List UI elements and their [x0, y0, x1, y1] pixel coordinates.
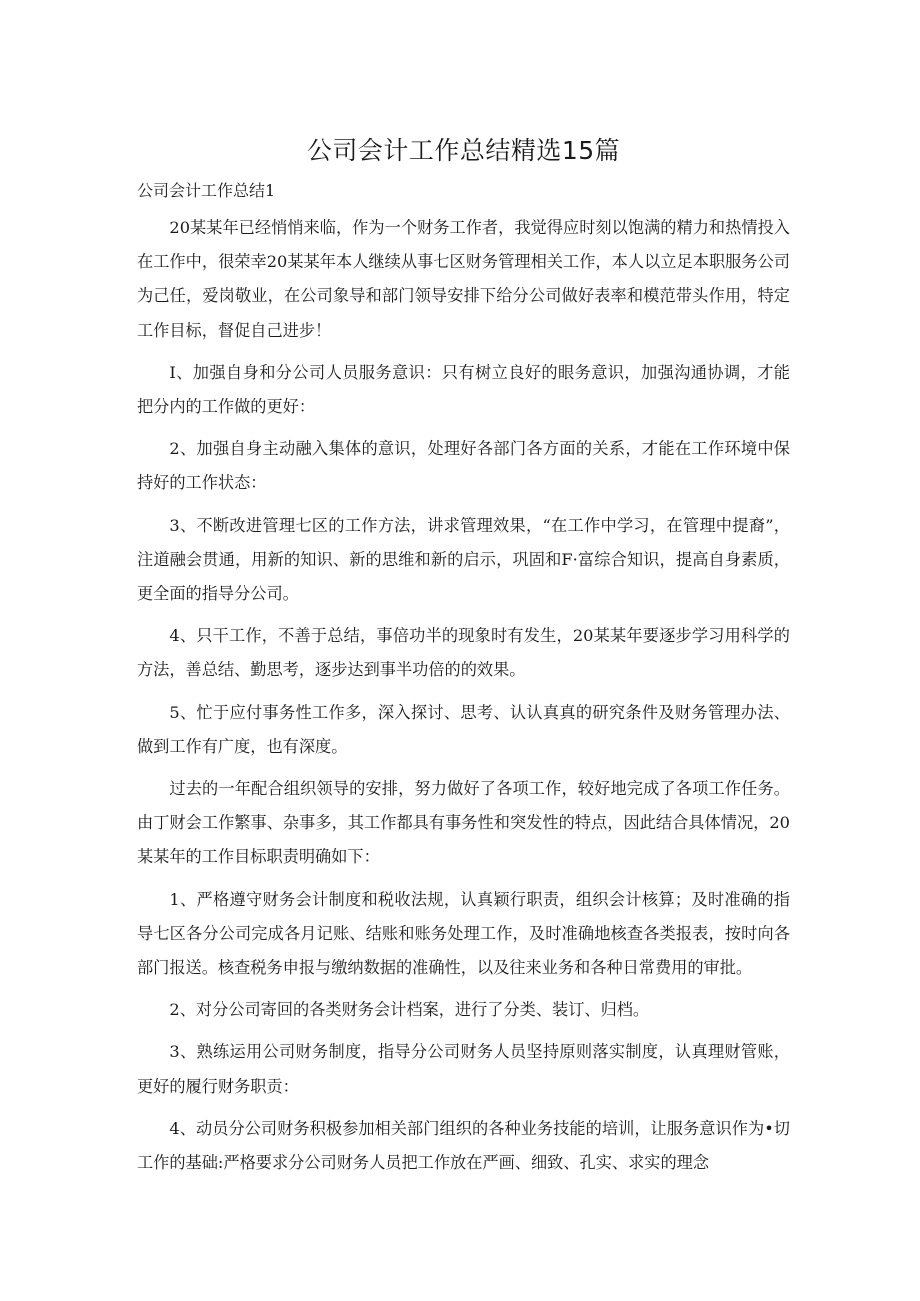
- paragraph-item-3: 3、不断改进管理七区的工作方法，讲求管理效果，“在工作中学习，在管理中提裔”，注道融会贯通，用新的知识、新的思维和新的启示，巩固和F·富综合知识，提高自身素质，更全面的指导分公司。: [137, 515, 790, 604]
- paragraph-goal-3: 3、熟练运用公司财务制度，指导分公司财务人员坚持原则落实制度，认真理财管账，更好的履行财务职贡：: [137, 1042, 790, 1096]
- paragraph-intro: 20某某年已经悄悄来临，作为一个财务工作者，我觉得应时刻以饱满的精力和热情投入在工作中，很荣幸20某某年本人继续从事七区财务管理相关工作，本人以立足本职服务公司为己任，爱岗敬业，在公司象导和部门领导安排下给分公司做好表率和模范带头作用，特定工作目标，督促自己进步！: [137, 218, 790, 340]
- paragraph-goal-2: 2、对分公司寄回的各类财务会计档案，进行了分类、装订、归档。: [169, 1000, 650, 1020]
- paragraph-item-4: 4、只干工作，不善于总结，事倍功半的现象时有发生，20某某年要逐步学习用科学的方法，善总结、勤思考，逐步达到事半功倍的的效果。: [137, 626, 790, 680]
- paragraph-item-2: 2、加强自身主动融入集体的意识，处理好各部门各方面的关系，才能在工作环境中保持好的工作状态：: [137, 439, 790, 493]
- document-title: 公司会计工作总结精选15篇: [306, 136, 621, 165]
- paragraph-goal-4: 4、动员分公司财务积极参加相关部门组织的各种业务技能的培训，让服务意识作为•切工作的基础:严格要求分公司财务人员把工作放在严画、细致、孔实、求实的理念: [137, 1118, 790, 1173]
- paragraph-item-1: I、加强自身和分公司人员服务意识：只有树立良好的眼务意识，加强沟通协调，才能把分内的工作做的更好：: [137, 362, 790, 417]
- section-heading: 公司会计工作总结1: [137, 181, 276, 200]
- paragraph-review: 过去的一年配合组织领导的安排，努力做好了各项工作，较好地完成了各项工作任务。由丁财会工作繁事、杂事多，其工作都具有事务性和突发性的特点，因此结合具体情况，20某某年的工作目标职责明确如下：: [137, 779, 790, 867]
- paragraph-item-5: 5、忙于应付事务性工作多，深入探讨、思考、认认真真的研究条件及财务管理办法、做到工作有广度，也有深度。: [137, 702, 790, 756]
- paragraph-goal-1: 1、严格遵守财务会计制度和税收法规，认真颖行职责，组织会计核算；及时准确的指导七区各分公司完成各月记账、结账和账务处理工作，及时准确地核查各类报表，按时向各部门报送。核查税务申报与缴纳数据的准确性，以及往来业务和各种日常费用的审批。: [137, 889, 790, 978]
